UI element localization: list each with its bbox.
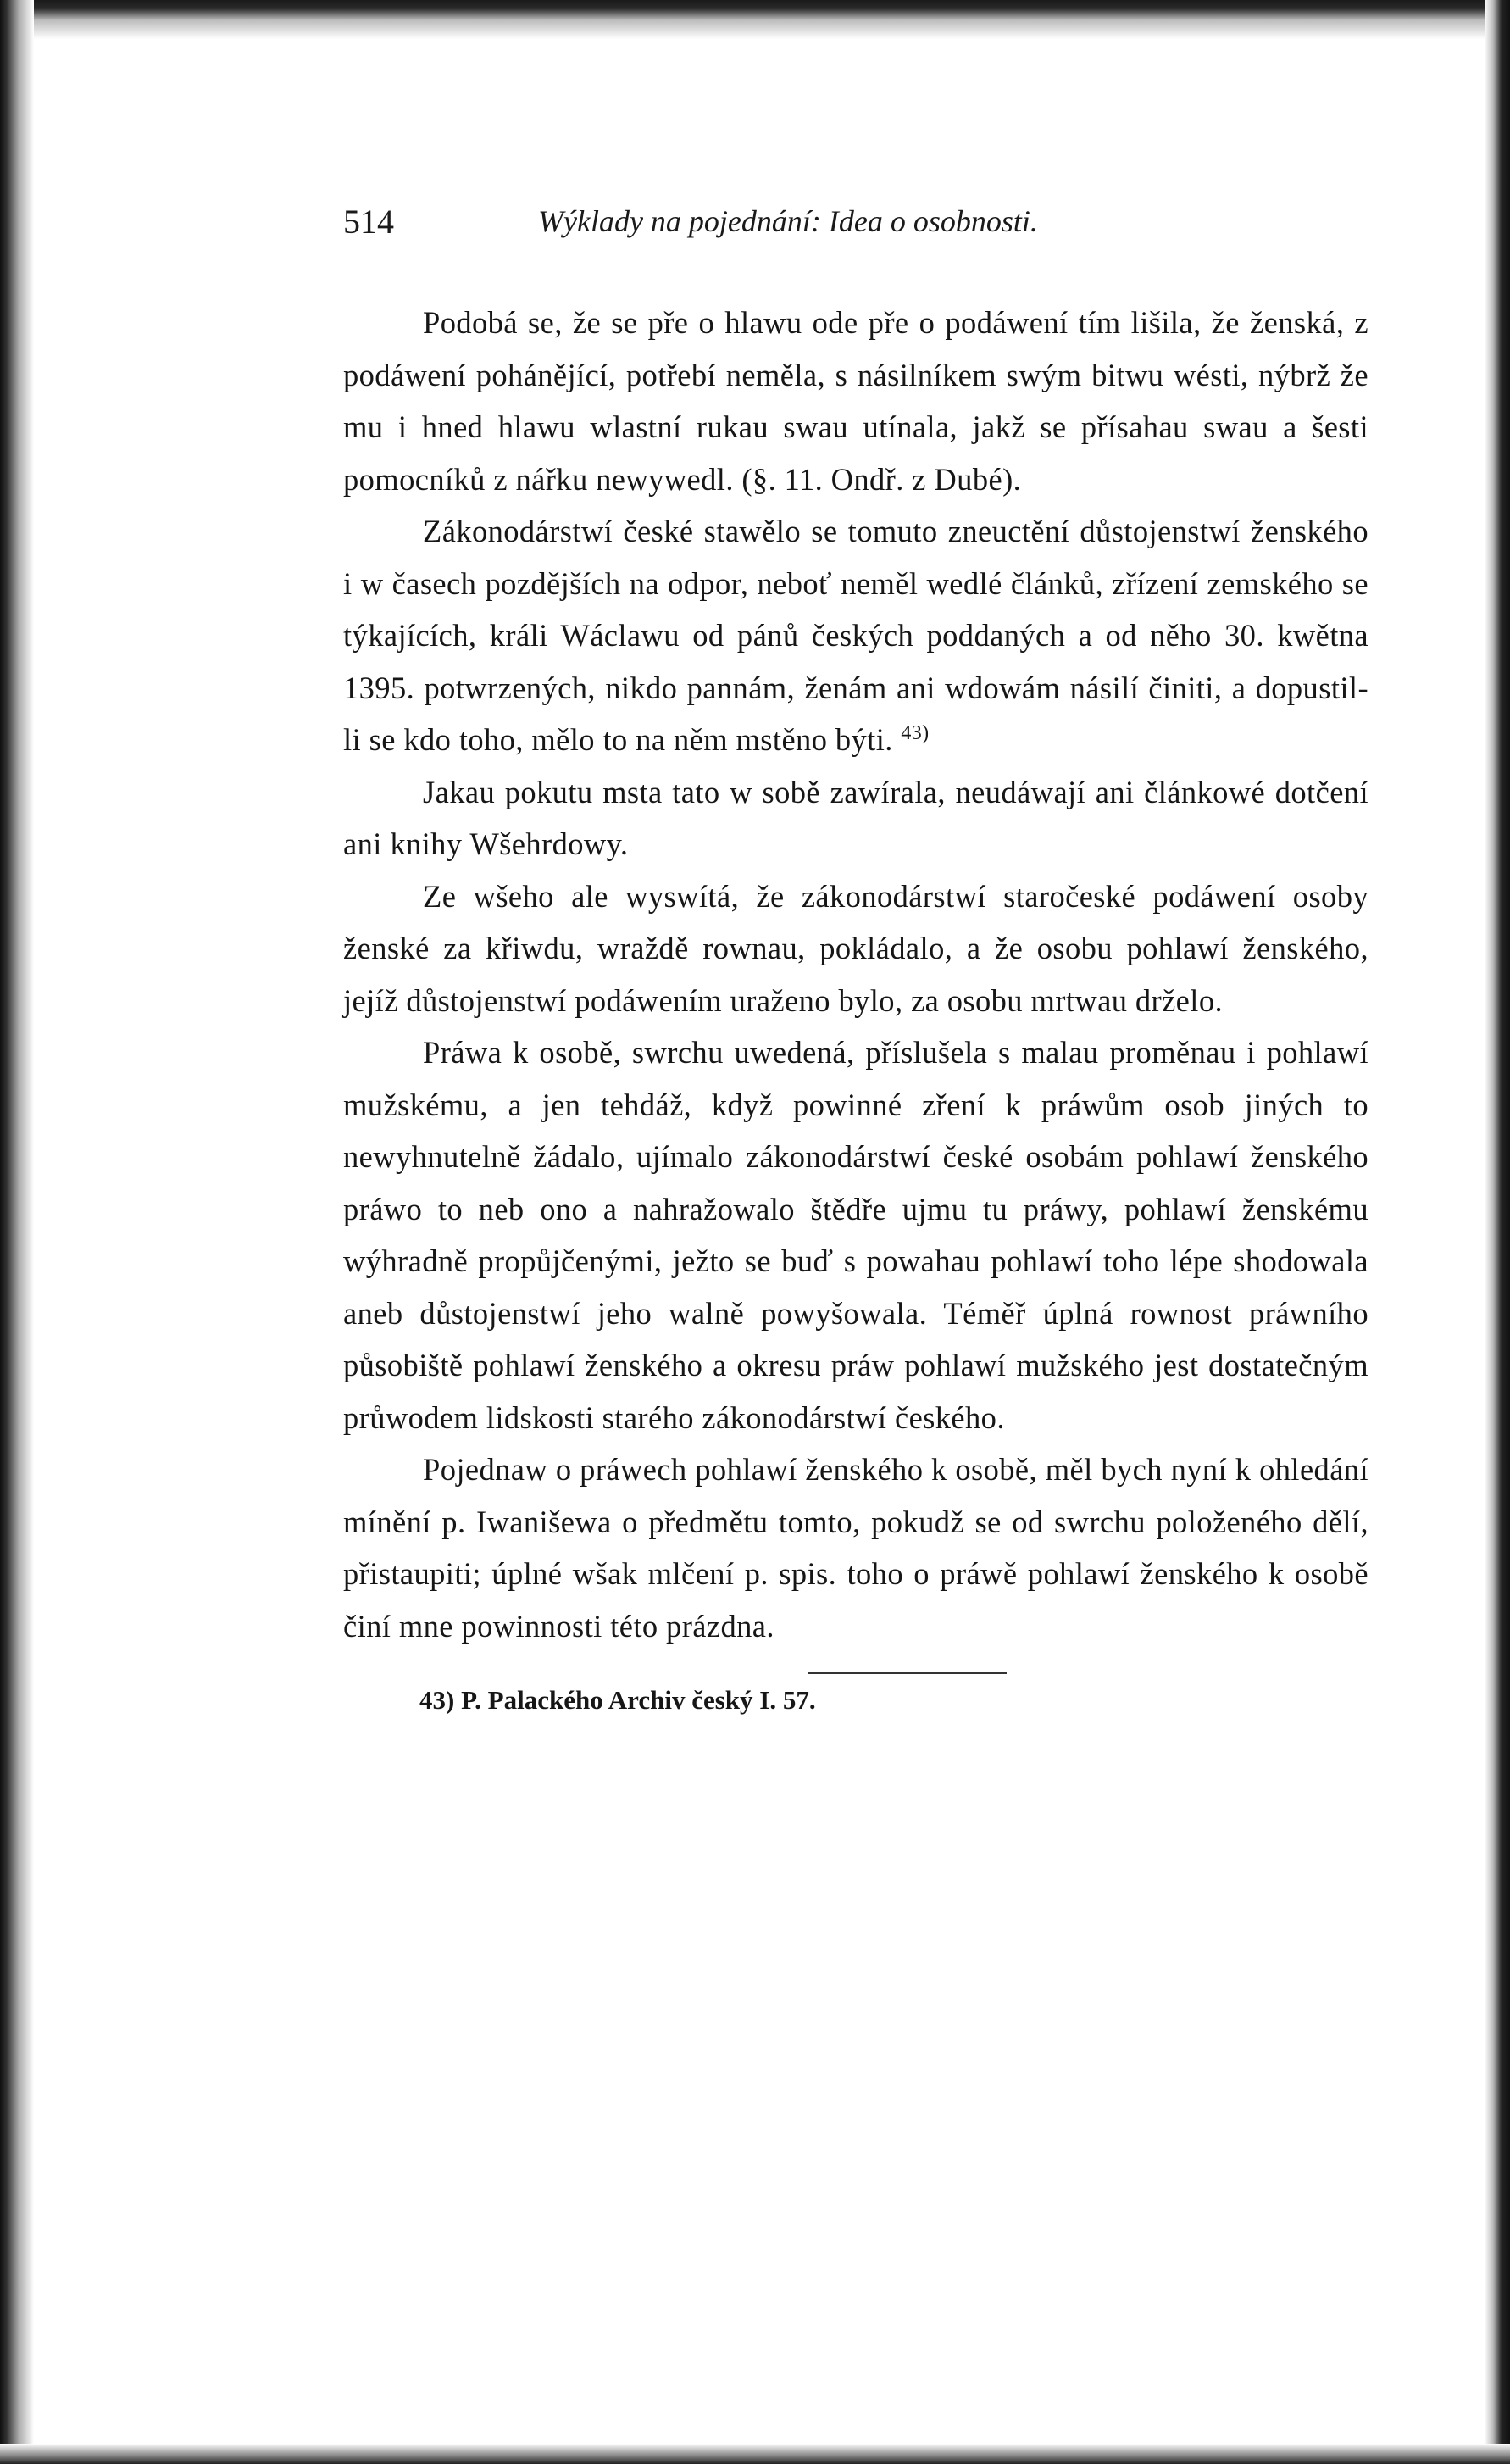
scan-border-right: [1485, 0, 1510, 2464]
paragraph-4-text: Ze wšeho ale wyswítá, že zákonodárstwí staročeské podáwení osoby ženské za křiwdu, wraždě rownau, pokládalo, a že osobu pohlawí ženského, jejíž důstojenstwí podáwením uraženo bylo, za osobu mrtwau drželo.: [343, 878, 1368, 1018]
paragraph-2: [343, 505, 1368, 766]
scan-border-top: [0, 0, 1510, 39]
paragraph-1-text: Podobá se, že se pře o hlawu ode pře o podáwení tím lišila, že ženská, z podáwení pohánějící, potřebí neměla, s násilníkem swým bitwu wésti, nýbrž že mu i hned hlawu wlastní rukau swau utínala, jakž se přísahau swau a šesti pomocníků z nářku newywedl. (§. 11. Ondř. z Dubé).: [343, 305, 1368, 497]
running-title: Wýklady na pojednání: Idea o osobnosti.: [538, 204, 1038, 238]
page-number: 514: [343, 203, 394, 241]
page-content: [343, 195, 1368, 1720]
paragraph-6-text: Pojednaw o práwech pohlawí ženského k osobě, měl bych nyní k ohledání mínění p. Iwanišewa o předmětu tomto, pokudž se od swrchu položeného dělí, přistaupiti; úplné wšak mlčení p. spis. toho o práwě pohlawí ženského k osobě činí mne powinnosti této prázdna.: [343, 1452, 1368, 1644]
footnote-divider: [808, 1672, 1007, 1674]
footnote: 43) P. Palackého Archiv český I. 57.: [419, 1685, 816, 1715]
footnote-reference: 43): [901, 721, 930, 744]
paragraph-2-text: Zákonodárstwí české stawělo se tomuto zneuctění důstojenstwí ženského i w časech pozdějších na odpor, neboť neměl wedlé článků, zřízení zemského se týkajících, králi Wáclawu od pánů českých poddaných a od něho 30. kwětna 1395. potwrzených, nikdo pannám, ženám ani wdowám násilí činiti, a dopustil-li se kdo toho, mělo to na něm mstěno býti.: [343, 514, 1368, 757]
paragraph-3: [343, 766, 1368, 870]
paragraph-5: [343, 1026, 1368, 1443]
paragraph-3-text: Jakau pokutu msta tato w sobě zawírala, neudáwají ani článkowé dotčení ani knihy Wšehrdowy.: [343, 774, 1368, 861]
page-header: [343, 195, 1368, 254]
body-text: [343, 297, 1368, 1652]
paragraph-1: [343, 297, 1368, 505]
scan-border-left: [0, 0, 34, 2464]
paragraph-6: [343, 1443, 1368, 1652]
paragraph-5-text: Práwa k osobě, swrchu uwedená, příslušela s malau proměnau i pohlawí mužskému, a jen tehdáž, když powinné zření k práwům osob jiných to newyhnutelně žádalo, ujímalo zákonodárstwí české osobám pohlawí ženského práwo to neb ono a nahražowalo štědře ujmu tu práwy, pohlawí ženskému wýhradně propůjčenými, ježto se buď s powahau pohlawí toho lépe shodowala aneb důstojenstwí jeho walně powyšowala. Téměř úplná rownost práwního působiště pohlawí ženského a okresu práw pohlawí mužského jest dostatečným průwodem lidskosti starého zákonodárstwí českého.: [343, 1035, 1368, 1435]
scan-border-bottom: [0, 2444, 1510, 2464]
paragraph-4: [343, 870, 1368, 1027]
